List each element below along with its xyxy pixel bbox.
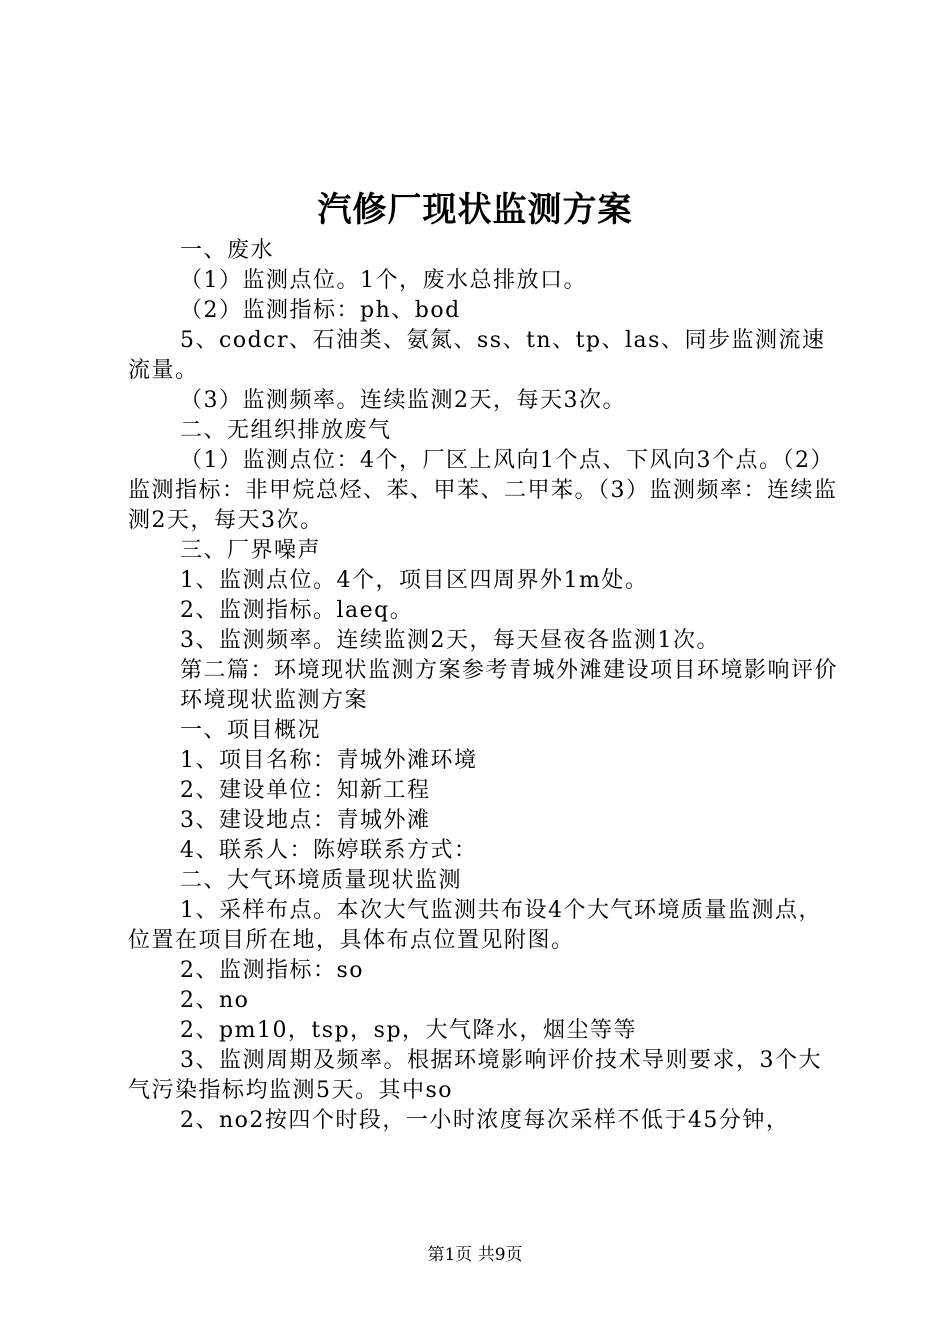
paragraph-16: 2、建设单位：知新工程 bbox=[180, 778, 431, 803]
paragraph-25: 2、no2按四个时段，一小时浓度每次采样不低于45分钟， bbox=[180, 1108, 790, 1133]
paragraph-4: 5、codcr、石油类、氨氮、ss、tn、tp、las、同步监测流速流量。 bbox=[128, 328, 826, 383]
paragraph-10: 2、监测指标。laeq。 bbox=[180, 598, 414, 623]
paragraph-13: 环境现状监测方案 bbox=[180, 688, 369, 713]
paragraph-5: （3）监测频率。连续监测2天，每天3次。 bbox=[180, 388, 626, 413]
paragraph-24: 3、监测周期及频率。根据环境影响评价技术导则要求，3个大气污染指标均监测5天。其中so bbox=[128, 1048, 822, 1103]
paragraph-9: 1、监测点位。4个，项目区四周界外1m处。 bbox=[180, 568, 649, 593]
paragraph-20: 1、采样布点。本次大气监测共布设4个大气环境质量监测点，位置在项目所在地，具体布点位置见附图。 bbox=[128, 898, 822, 953]
paragraph-23: 2、pm10，tsp，sp，大气降水，烟尘等等 bbox=[180, 1018, 638, 1043]
paragraph-11: 3、监测频率。连续监测2天，每天昼夜各监测1次。 bbox=[180, 628, 720, 653]
paragraph-6: 二、无组织排放废气 bbox=[180, 418, 392, 443]
document-title: 汽修厂现状监测方案 bbox=[317, 190, 633, 230]
document-body bbox=[128, 236, 840, 1136]
paragraph-14: 一、项目概况 bbox=[180, 718, 322, 743]
paragraph-7: （1）监测点位：4个，厂区上风向1个点、下风向3个点。（2）监测指标：非甲烷总烃、苯、甲苯、二甲苯。（3）监测频率：连续监测2天，每天3次。 bbox=[128, 448, 838, 533]
paragraph-8: 三、厂界噪声 bbox=[180, 538, 322, 563]
paragraph-21: 2、监测指标：so bbox=[180, 958, 365, 983]
paragraph-15: 1、项目名称：青城外滩环境 bbox=[180, 748, 478, 773]
page-number-footer: 第1页 共9页 bbox=[427, 1245, 523, 1265]
paragraph-22: 2、no bbox=[180, 988, 250, 1013]
paragraph-3: （2）监测指标：ph、bod bbox=[180, 298, 461, 323]
paragraph-19: 二、大气环境质量现状监测 bbox=[180, 868, 463, 893]
paragraph-2: （1）监测点位。1个，废水总排放口。 bbox=[180, 268, 587, 293]
paragraph-12: 第二篇：环境现状监测方案参考青城外滩建设项目环境影响评价 bbox=[180, 658, 839, 683]
paragraph-1: 一、废水 bbox=[180, 238, 275, 263]
paragraph-17: 3、建设地点：青城外滩 bbox=[180, 808, 431, 833]
paragraph-18: 4、联系人：陈婷联系方式： bbox=[180, 838, 478, 863]
